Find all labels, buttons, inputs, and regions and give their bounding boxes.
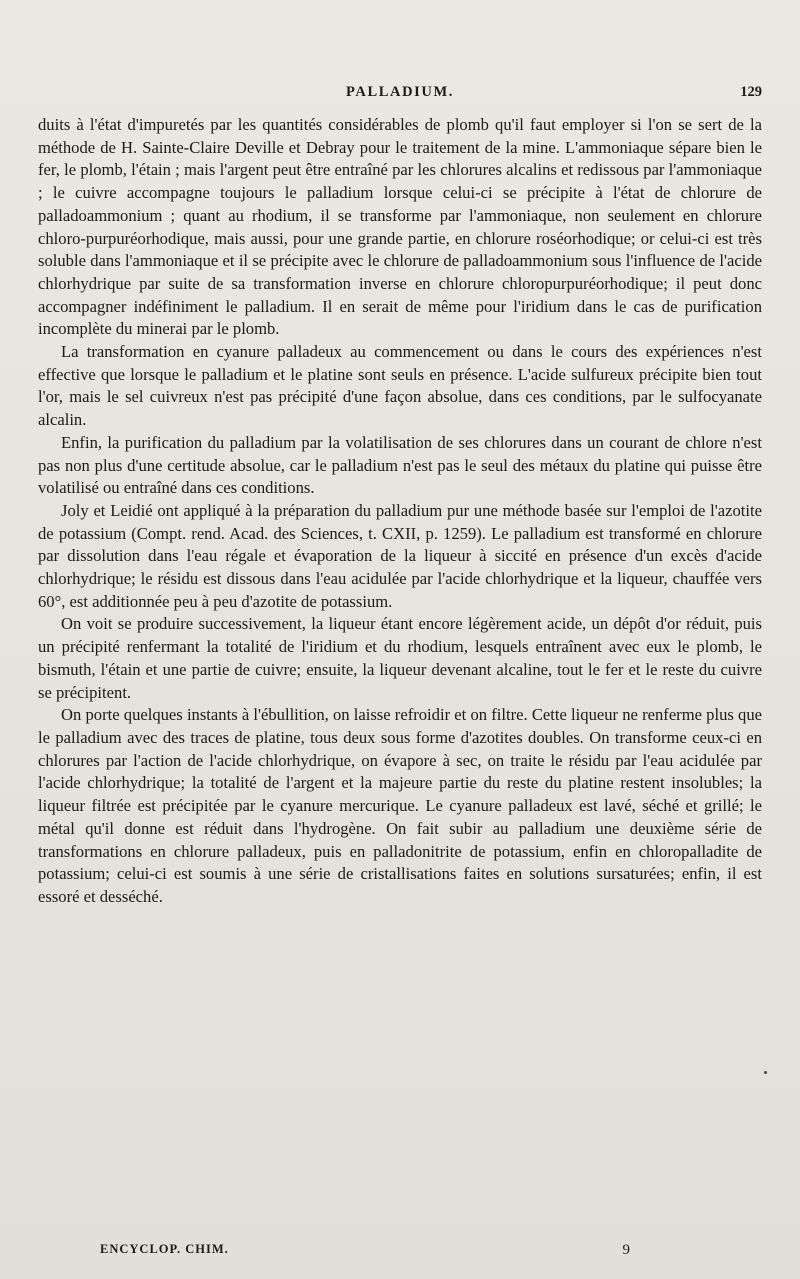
header-title: PALLADIUM. (346, 84, 454, 100)
body-text (38, 114, 762, 909)
page-number: 129 (740, 84, 762, 100)
running-head (38, 84, 762, 106)
paragraph-volatilisation: Enfin, la purification du palladium par la volatilisation de ses chlorures dans un courant de chlore n'est pas non plus d'une certitude absolue, car le palladium n'est pas le seul des métaux du platine qui puisse être volatilisé ou entraîné dans ces conditions. (38, 432, 762, 498)
paragraph-continued: duits à l'état d'impuretés par les quantités considérables de plomb qu'il faut employer si l'on se sert de la méthode de H. Sainte-Claire Deville et Debray pour le traitement de la mine. L'ammoniaque sépare bien le fer, le plomb, l'étain ; mais l'argent peut être entraîné par les chlorures alcalins et redissous par l'ammoniaque ; le cuivre accompagne toujours le palladium lorsque celui-ci se précipite à l'état de chlorure de palladoammonium ; quant au rhodium, il se transforme par l'ammoniaque, non seulement en chlorure chloro-purpuréorhodique, mais aussi, pour une grande partie, en chlorure roséorhodique; or celui-ci est très soluble dans l'ammoniaque et il se précipite avec le chlorure de palladoammonium sous l'influence de l'acide chlorhydrique par suite de sa transformation inverse en chlorure chloropurpuréorhodique; il peut donc accompagner indéfiniment le palladium. Il en serait de même pour l'iridium dans le cas de purification incomplète du minerai par le plomb. (38, 115, 762, 339)
paragraph-joly-leidie-method: Joly et Leidié ont appliqué à la préparation du palladium pur une méthode basée sur l'emploi de l'azotite de potassium (Compt. rend. Acad. des Sciences, t. CXII, p. 1259). Le palladium est transformé en chlorure par dissolution dans l'eau régale et évaporation de la liqueur à siccité en présence d'un excès d'acide chlorhydrique; le résidu est dissous dans l'eau acidulée par l'acide chlorhydrique et la liqueur, chauffée vers 60°, est additionnée peu à peu d'azotite de potassium. (38, 500, 762, 611)
signature-mark: ENCYCLOP. CHIM. (100, 1242, 229, 1256)
paragraph-cyanure-transformation: La transformation en cyanure palladeux au commencement ou dans le cours des expériences n'est effective que lorsque le palladium et le platine sont seuls en présence. L'acide sulfureux précipite bien tout l'or, mais le sel cuivreux n'est pas précipité d'une façon absolue, dans ces conditions, par le sulfocyanate alcalin. (38, 342, 762, 430)
page-footer (100, 1242, 630, 1262)
sheet-number: 9 (622, 1242, 630, 1258)
paragraph-final-purification: On porte quelques instants à l'ébullition, on laisse refroidir et on filtre. Cette liqueur ne renferme plus que le palladium avec des traces de platine, tous deux sous forme d'azotites doubles. On transforme ceux-ci en chlorures par l'action de l'acide chlorhydrique, on évapore à sec, on traite le résidu par l'eau acidulée par l'acide chlorhydrique; la totalité de l'argent et la majeure partie du reste du platine restent insolubles; la liqueur filtrée est précipitée par le cyanure mercurique. Le cyanure palladeux est lavé, séché et grillé; le métal qu'il donne est réduit dans l'hydrogène. On fait subir au palladium une deuxième série de transformations en chlorure palladeux, puis en palladonitrite de potassium, enfin en chloropalladite de potassium; celui-ci est soumis à une série de cristallisations faites en solutions sursaturées; enfin, il est essoré et desséché. (38, 705, 762, 906)
paragraph-successive-precipitation: On voit se produire successivement, la liqueur étant encore légèrement acide, un dépôt d'or réduit, puis un précipité renfermant la totalité de l'iridium et du rhodium, lesquels entraînent avec eux le plomb, le bismuth, l'étain et une partie de cuivre; ensuite, la liqueur devenant alcaline, tout le fer et le reste du cuivre se précipitent. (38, 614, 762, 702)
ink-speck (764, 1071, 767, 1074)
